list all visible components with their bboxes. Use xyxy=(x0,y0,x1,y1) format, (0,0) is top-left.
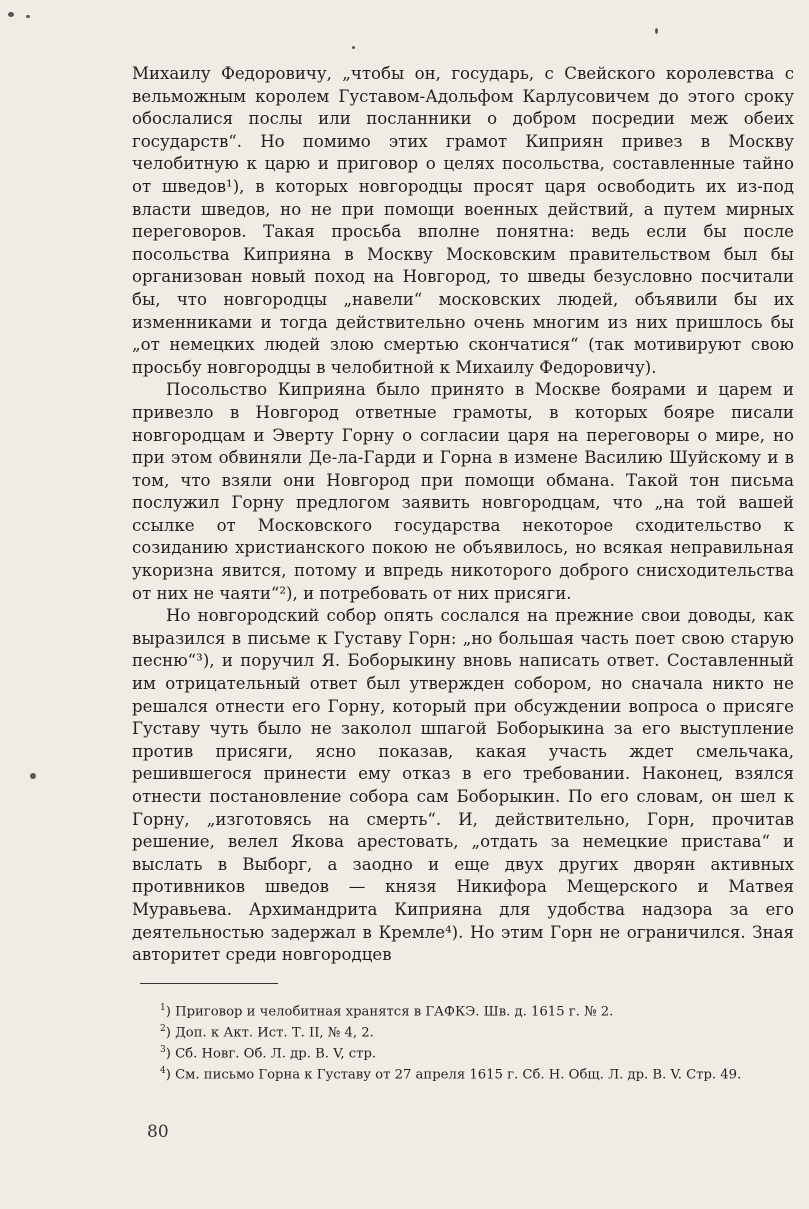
footnote-number: 1 xyxy=(160,1003,166,1013)
footnote-text: Сб. Новг. Об. Л. др. В. V, стр. xyxy=(175,1046,377,1062)
footnote-text: См. письмо Горна к Густаву от 27 апреля 1615 г. Сб. Н. Общ. Л. др. В. V. Стр. 49. xyxy=(175,1067,742,1083)
print-speck xyxy=(26,15,30,18)
footnote: $^1$) Приговор и челобитная хранятся в ГАФКЭ. Шв. д. 1615 г. № 2. xyxy=(160,1003,614,1020)
main-text xyxy=(132,63,794,967)
footnote-divider xyxy=(140,983,278,984)
footnotes xyxy=(160,1000,795,1084)
footnote-text: Приговор и челобитная хранятся в ГАФКЭ. Шв. д. 1615 г. № 2. xyxy=(175,1004,614,1020)
page-number: 80 xyxy=(147,1122,169,1142)
footnote-number: 3 xyxy=(160,1044,166,1055)
footnote: $^4$) См. письмо Горна к Густаву от 27 апреля 1615 г. Сб. Н. Общ. Л. др. В. V. Стр. 49. xyxy=(160,1065,742,1083)
paragraph: Но новгородский собор опять сослался на прежние свои доводы, как выразился в письме к Густаву Горн: „но большая часть поет свою старую песню“³), и поручил Я. Боборыкину вновь написать ответ. Составленный им отрицательный ответ был утвержден собором, но сначала никто не решался отнести его Горну, который при обсуждении вопроса о присяге Густаву чуть было не заколол шпагой Боборыкина за его выступление против присяги, ясно показав, какая участь ждет смельчака, решившегося принести ему отказ в его требовании. Наконец, взялся отнести постановление собора сам Боборыкин. По его словам, он шел к Горну, „изготовясь на смерть“. И, действительно, Горн, прочитав решение, велел Якова арестовать, „отдать за немецкие пристава“ и выслать в Выборг, а заодно и еще двух других дворян активных противников шведов — князя Никифора Мещерского и Матвея Муравьева. Архимандрита Киприяна для удобства надзора за его деятельностью задержал в Кремле⁴). Но этим Горн не ограничился. Зная авторитет среди новгородцев xyxy=(132,606,794,965)
footnote: $^3$) Сб. Новг. Об. Л. др. В. V, стр. xyxy=(160,1044,377,1062)
paragraph: Посольство Киприяна было принято в Москве боярами и царем и привезло в Новгород ответные грамоты, в которых бояре писали новгородцам и Эверту Горну о согласии царя на переговоры о мире, но при этом обвиняли Де-ла-Гарди и Горна в измене Василию Шуйскому и в том, что взяли они Новгород при помощи обмана. Такой тон письма послужил Горну предлогом заявить новгородцам, что „на той вашей ссылке от Московского государства некоторое сходительство к созиданию христианского покою не объявилось, но всякая неправильная укоризна явится, потому и впредь никоторого доброго снисходительства от них не чаяти“²), и потребовать от них присяги. xyxy=(132,380,794,603)
footnote: $^2$) Доп. к Акт. Ист. Т. II, № 4, 2. xyxy=(160,1023,374,1041)
paragraph: Михаилу Федоровичу, „чтобы он, государь, с Свейского королевства с вельможным королем Густавом-Адольфом Карлусовичем до этого сроку обослалися послы или посланники о добром посредии меж обеих государств“. Но помимо этих грамот Киприян привез в Москву челобитную к царю и приговор о целях посольства, составленные тайно от шведов¹), в которых новгородцы просят царя освободить их из-под власти шведов, но не при помощи военных действий, а путем мирных переговоров. Такая просьба вполне понятна: ведь если бы после посольства Киприяна в Москву Московским правительством был бы организован новый поход на Новгород, то шведы безусловно посчитали бы, что новгородцы „навели“ московских людей, объявили бы их изменниками и тогда действительно очень многим из них пришлось бы „от немецких людей злою смертью скончатися“ (так мотивируют свою просьбу новгородцы в челобитной к Михаилу Федоровичу). xyxy=(132,64,794,377)
print-speck xyxy=(655,28,658,34)
print-speck xyxy=(8,12,14,17)
footnote-number: 2 xyxy=(160,1023,166,1034)
print-speck xyxy=(352,46,355,49)
print-speck xyxy=(30,773,36,779)
footnote-number: 4 xyxy=(160,1065,166,1076)
footnote-text: Доп. к Акт. Ист. Т. II, № 4, 2. xyxy=(175,1025,374,1041)
